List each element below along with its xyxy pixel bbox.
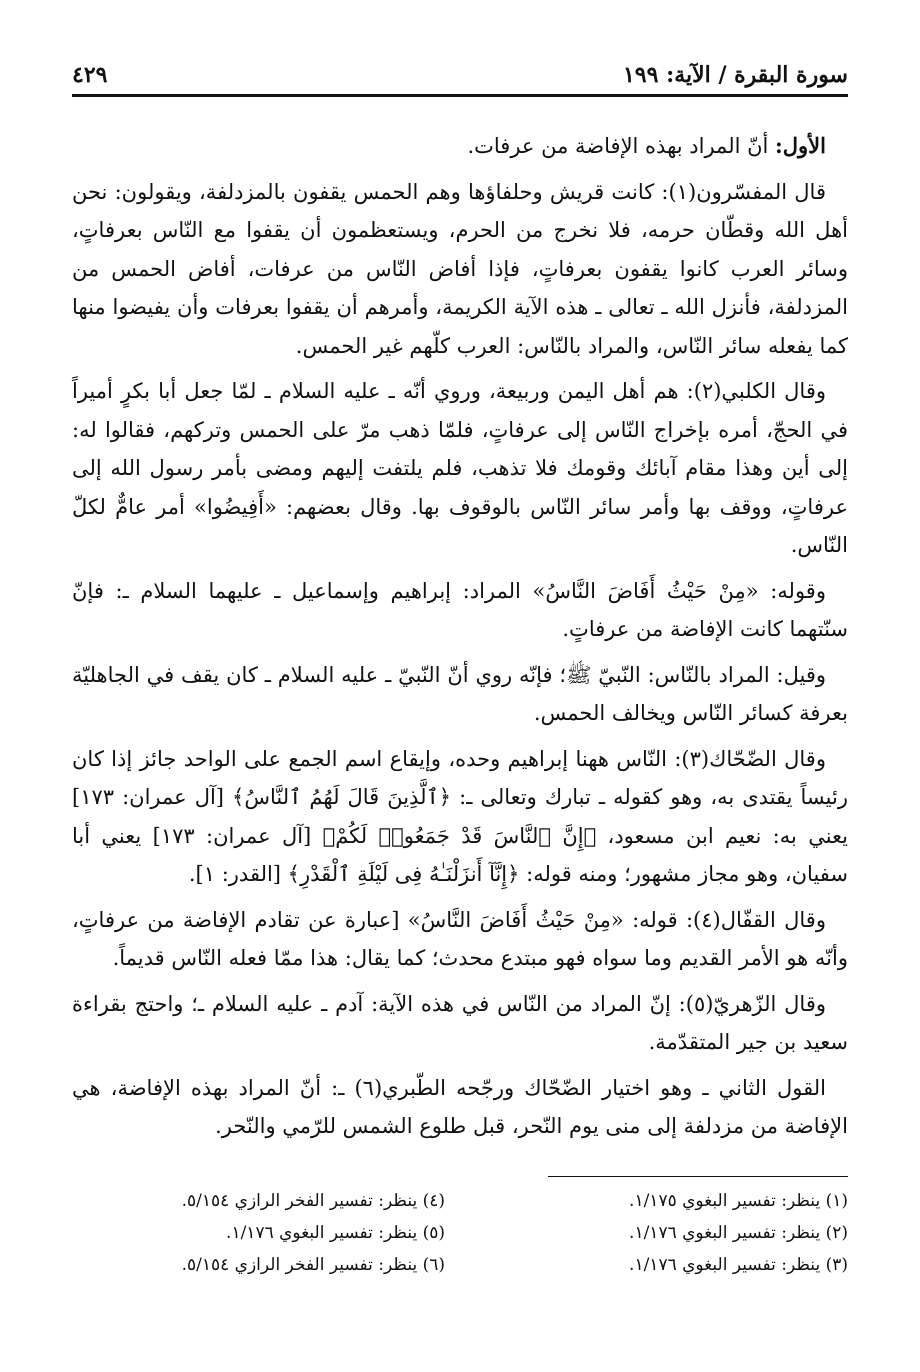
paragraph-6: وقال الضّحّاك(٣): النّاس ههنا إبراهيم وحده، وإيقاع اسم الجمع على الواحد جائز إذا كان رئيساً يقتدى به، وهو كقوله ـ تبارك وتعالى ـ: ﴿ٱلَّذِينَ قَالَ لَهُمُ ٱلنَّاسُ﴾ [آل عمران: ١٧٣] يعني به: نعيم ابن مسعود، ﴿إِنَّ ٱلنَّاسَ قَدْ جَمَعُوا۟ لَكُمْ﴾ [آل عمران: ١٧٣] يعني أبا سفيان، وهو مجاز مشهور؛ ومنه قوله: ﴿إِنَّآ أَنزَلْنَـٰهُ فِى لَيْلَةِ ٱلْقَدْرِ﴾ [القدر: ١]. — [72, 746, 849, 886]
paragraph-7: وقال القفّال(٤): قوله: «مِنْ حَيْثُ أَفَاضَ النَّاسُ» [عبارة عن تقادم الإفاضة من عرفاتٍ، وأنّه هو الأمر القديم وما سواه فهو مبتدع محدث؛ كما يقال: هذا ممّا فعله النّاس قديماً. — [72, 907, 848, 970]
paragraph-4: وقوله: «مِنْ حَيْثُ أَفَاضَ النَّاسُ» المراد: إبراهيم وإسماعيل ـ عليهما السلام ـ: فإنّ سنّتهما كانت الإفاضة من عرفاتٍ. — [72, 578, 848, 641]
footnote-divider — [548, 1176, 848, 1177]
paragraph-1 — [72, 127, 848, 166]
paragraph-lead: الأول: — [775, 133, 826, 158]
footnote-5: (٥) ينظر: تفسير البغوي ١/١٧٦. — [226, 1222, 445, 1243]
paragraph-3: وقال الكلبي(٢): هم أهل اليمن وربيعة، وروي أنّه ـ عليه السلام ـ لمّا جعل أبا بكرٍ أميراً في الحجّ، أمره بإخراج النّاس إلى عرفاتٍ، فلمّا ذهب مرّ على الحمس وتركهم، فقالوا له: إلى أين وهذا مقام آبائك وقومك فلا تذهب، فلم يلتفت إليهم ومضى بأمر رسول الله إلى عرفاتٍ، ووقف بها وأمر سائر النّاس بالوقوف بها. وقال بعضهم: «أَفِيضُوا» أمر عامٌّ لكلّ النّاس. — [72, 379, 848, 557]
running-header — [72, 48, 848, 97]
footnote-4: (٤) ينظر: تفسير الفخر الرازي ٥/١٥٤. — [181, 1190, 445, 1211]
main-text — [72, 127, 848, 1146]
footnotes — [72, 1185, 848, 1281]
paragraph-9: القول الثاني ـ وهو اختيار الضّحّاك ورجّحه الطّبري(٦) ـ: أنّ المراد بهذه الإفاضة، هي الإفاضة من مزدلفة إلى منى يوم النّحر، قبل طلوع الشمس للرّمي والنّحر. — [72, 1075, 848, 1138]
footnote-1: (١) ينظر: تفسير البغوي ١/١٧٥. — [629, 1190, 848, 1211]
footnote-3: (٣) ينظر: تفسير البغوي ١/١٧٦. — [629, 1254, 848, 1275]
paragraph-text: أنّ المراد بهذه الإفاضة من عرفات. — [467, 134, 776, 158]
footnote-2: (٢) ينظر: تفسير البغوي ١/١٧٦. — [629, 1222, 848, 1243]
paragraph-2: قال المفسّرون(١): كانت قريش وحلفاؤها وهم الحمس يقفون بالمزدلفة، ويقولون: نحن أهل الله وقطّان حرمه، فلا نخرج من الحرم، ويستعظمون أن يقفوا مع النّاس بعرفاتٍ، وسائر العرب كانوا يقفون بعرفاتٍ، فإذا أفاض النّاس من عرفات، أفاض الحمس من المزدلفة، فأنزل الله ـ تعالى ـ هذه الآية الكريمة، وأمرهم أن يقفوا بعرفات وأن يفيضوا منها كما يفعله سائر النّاس، والمراد بالنّاس: العرب كلّهم غير الحمس. — [72, 179, 848, 358]
surah-title: سورة البقرة / الآية: ١٩٩ — [622, 62, 848, 88]
paragraph-5: وقيل: المراد بالنّاس: النّبيّ ﷺ؛ فإنّه روي أنّ النّبيّ ـ عليه السلام ـ كان يقف في الجاهليّة بعرفة كسائر النّاس ويخالف الحمس. — [72, 662, 848, 725]
footnote-6: (٦) ينظر: تفسير الفخر الرازي ٥/١٥٤. — [181, 1254, 445, 1275]
paragraph-8: وقال الزّهريّ(٥): إنّ المراد من النّاس في هذه الآية: آدم ـ عليه السلام ـ؛ واحتج بقراءة سعيد بن جير المتقدّمة. — [72, 991, 848, 1054]
page-number: ٤٢٩ — [72, 62, 108, 88]
